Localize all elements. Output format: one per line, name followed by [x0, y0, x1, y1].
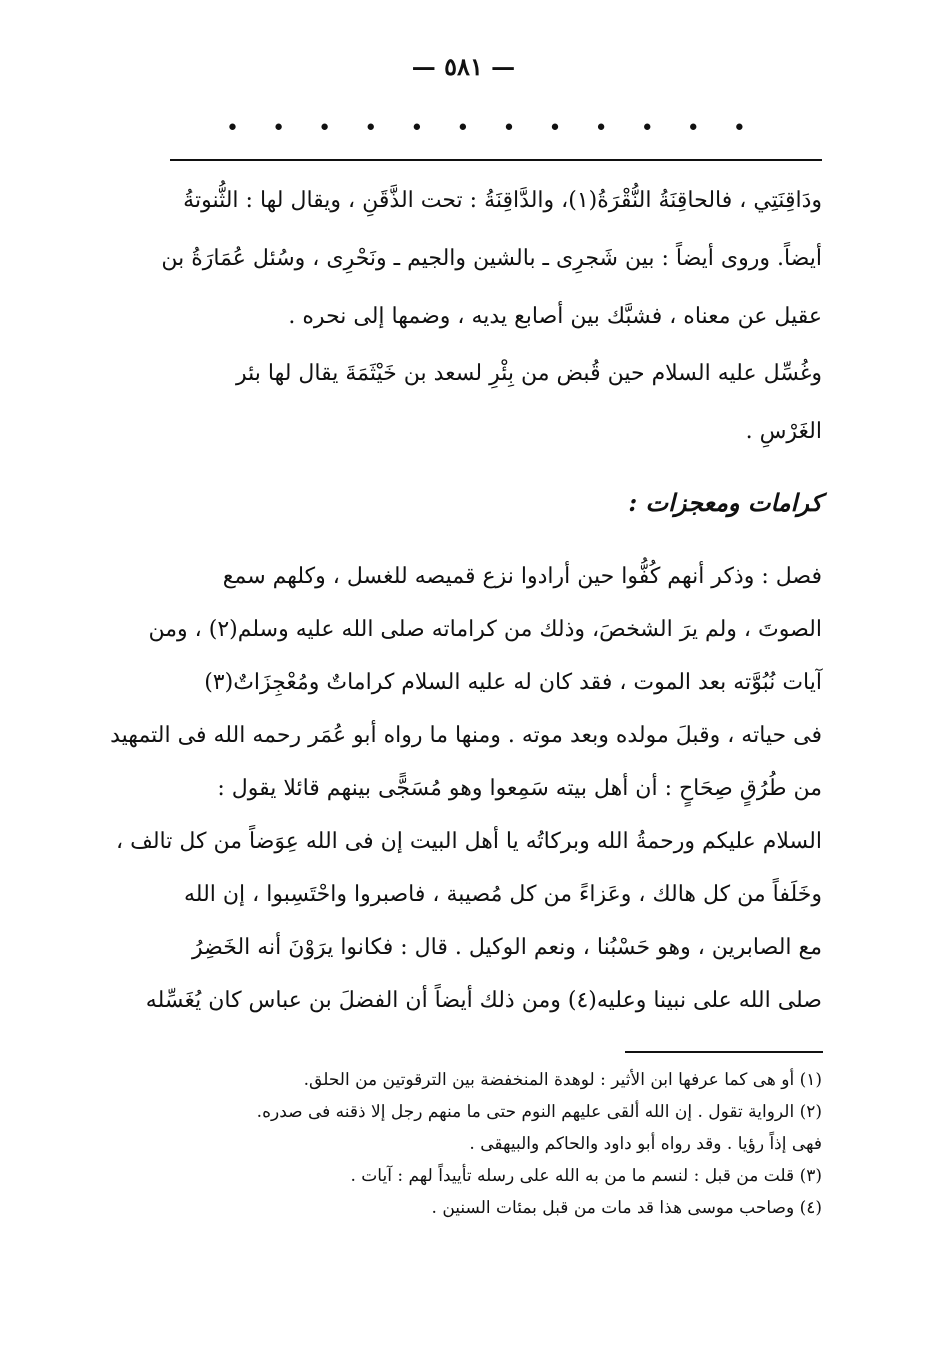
- footnote-divider: [625, 1051, 823, 1053]
- footnotes: [170, 1064, 822, 1224]
- paragraph-1: [161, 172, 822, 346]
- text-line: مع الصابرين ، وهو حَسْبُنا ، ونعم الوكيل . قال : فكانوا يرَوْنَ أنه الخَضِرُ: [192, 935, 822, 960]
- text-line: فصل : وذكر أنهم كُفُّوا حين أرادوا نزع قميصه للغسل ، وكلهم سمع: [222, 564, 822, 589]
- separator-dot: •: [732, 116, 746, 141]
- separator-dot: •: [686, 116, 700, 141]
- separator-dot: •: [364, 116, 378, 141]
- text-line: وغُسِّل عليه السلام حين قُبض من بِئْرِ لسعد بن خَيْثَمَةَ يقال لها بئر: [235, 361, 822, 386]
- text-line: الصوتَ ، ولم يرَ الشخصَ، وذلك من كراماته صلى الله عليه وسلم(٢) ، ومن: [148, 617, 822, 642]
- separator-dot: •: [456, 116, 470, 141]
- text-line: فى حياته ، وقبلَ مولده وبعد موته . ومنها ما رواه أبو عُمَر رحمه الله فى التمهيد: [110, 723, 822, 748]
- separator-dot: •: [640, 116, 654, 141]
- text-line: عقيل عن معناه ، فشبَّك بين أصابع يديه ، وضمها إلى نحره .: [288, 304, 822, 329]
- text-line: أيضاً. وروى أيضاً : بين شَجرِى ـ بالشين والجيم ـ ونَحْرِى ، وسُئل عُمَارَةُ بن: [161, 246, 822, 271]
- paragraph-2: [170, 345, 822, 461]
- text-line: السلام عليكم ورحمةُ الله وبركاتُه يا أهل البيت إن فى الله عِوَضاً من كل تالف ،: [115, 829, 822, 854]
- footnote: (١) أو هى كما عرفها ابن الأثير : لوهدة المنخفضة بين الترقوتين من الحلق.: [303, 1070, 822, 1090]
- footnote: (٤) وصاحب موسى هذا قد مات من قبل بمئات السنين .: [431, 1198, 822, 1218]
- text-line: وخَلَفاً من كل هالك ، وعَزاءً من كل مُصيبة ، فاصبروا واحْتَسِبوا ، إن الله: [184, 882, 822, 907]
- text-line: من طُرُقٍ صِحَاحٍ : أن أهل بيته سَمِعوا وهو مُسَجًّى بينهم قائلا يقول :: [217, 776, 822, 801]
- separator-dot: •: [226, 116, 239, 141]
- footnote: (٢) الرواية تقول . إن الله ألقى عليهم النوم حتى ما منهم رجل إلا ذقنه فى صدره.: [256, 1102, 822, 1122]
- section-heading: كرامات ومعجزات :: [628, 488, 822, 517]
- separator-dot: •: [502, 116, 516, 141]
- footnote: (٣) قلت من قبل : لنسم ما من به الله على رسله تأييداً لهم : آيات .: [350, 1166, 822, 1186]
- separator-dots: [226, 118, 746, 140]
- separator-dot: •: [272, 116, 286, 141]
- separator-dot: •: [410, 116, 424, 141]
- text-line: صلى الله على نبينا وعليه(٤) ومن ذلك أيضاً أن الفضلَ بن عباس كان يُغَسِّله: [145, 988, 822, 1013]
- separator-dot: •: [548, 116, 562, 141]
- separator-dot: •: [318, 116, 332, 141]
- text-line: ودَاقِنَتِي ، فالحاقِنَةُ النُّقْرَةُ(١)، والدَّاقِنَةُ : تحت الذَّقَنِ ، ويقال لها : الثُّنوتةُ: [183, 188, 822, 213]
- text-line: آيات نُبُوَّته بعد الموت ، فقد كان له عليه السلام كراماتٌ ومُعْجِزَاتٌ(٣): [204, 670, 822, 695]
- text-line: الغَرْسِ .: [745, 419, 822, 444]
- page-number: — ٥٨١ —: [411, 52, 516, 81]
- footnote-continuation: فهى إذاً رؤيا . وقد رواه أبو داود والحاكم والبيهقى .: [469, 1134, 822, 1154]
- top-divider: [170, 159, 822, 161]
- separator-dot: •: [594, 116, 608, 141]
- paragraph-3: [110, 550, 822, 1027]
